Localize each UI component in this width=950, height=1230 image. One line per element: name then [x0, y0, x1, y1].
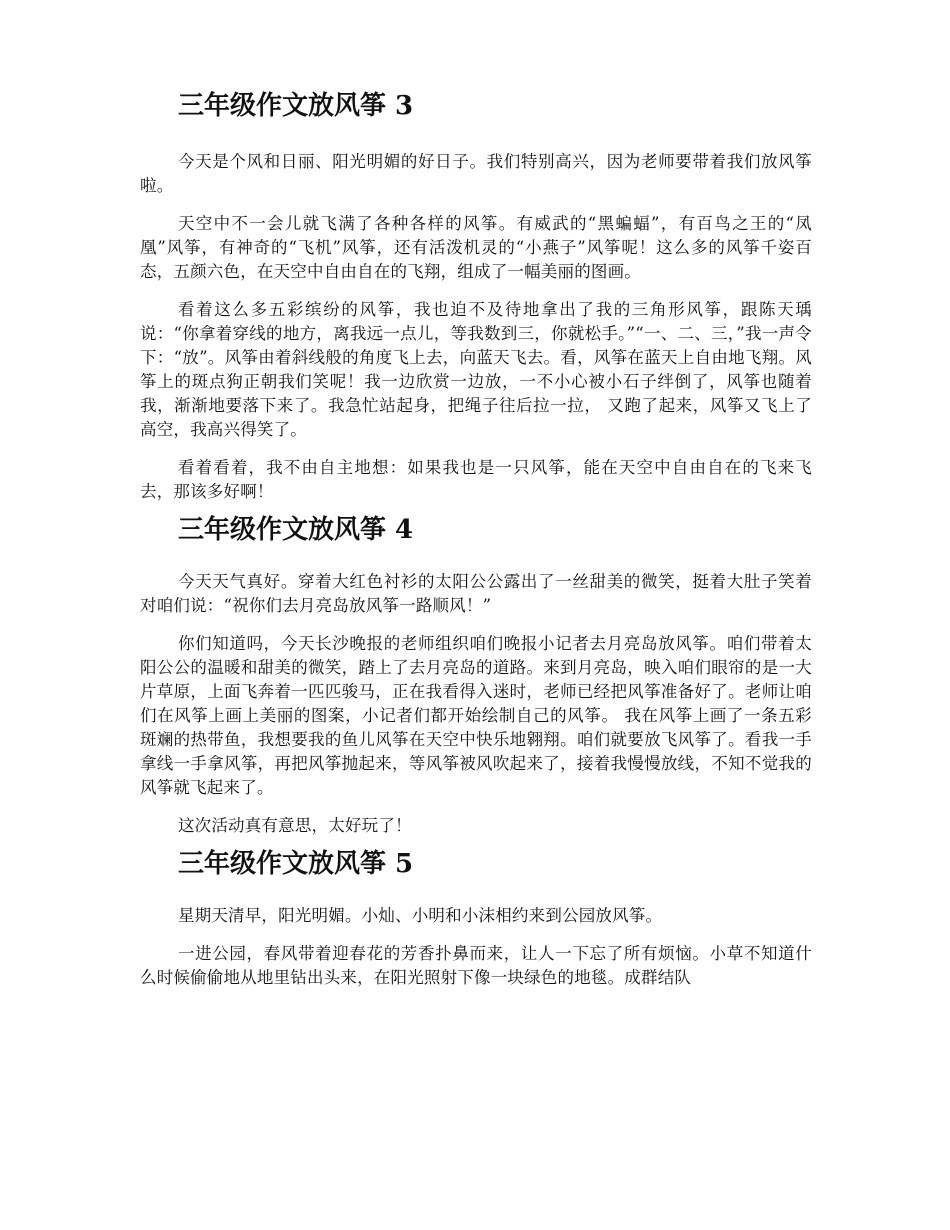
paragraph: 星期天清早，阳光明媚。小灿、小明和小沫相约来到公园放风筝。	[177, 906, 663, 925]
essay-title: 三年级作文放风筝 4	[178, 515, 414, 545]
paragraph: 一进公园，春风带着迎春花的芳香扑鼻而来，让人一下忘了所有烦恼。小草不知道什么时候偷偷地从地里钻出头来，在阳光照射下像一块绿色的地毯。成群结队	[140, 944, 812, 987]
paragraph: 今天是个风和日丽、阳光明媚的好日子。我们特别高兴，因为老师要带着我们放风筝啦。	[140, 152, 812, 195]
paragraph: 这次活动真有意思，太好玩了！	[177, 816, 412, 835]
essay-title: 三年级作文放风筝 3	[178, 91, 414, 121]
paragraph: 你们知道吗，今天长沙晚报的老师组织咱们晚报小记者去月亮岛放风筝。咱们带着太阳公公的温暖和甜美的微笑，踏上了去月亮岛的道路。来到月亮岛，映入咱们眼帘的是一大片草原，上面飞奔着一匹匹骏马，正在我看得入迷时，老师已经把风筝准备好了。老师让咱们在风筝上画上美丽的图案，小记者们都开始绘制自己的风筝。 我在风筝上画了一条五彩斑斓的热带鱼，我想要我的鱼儿风筝在天空中快乐地翱翔。咱们就要放飞风筝了。看我一手拿线一手拿风筝，再把风筝抛起来，等风筝被风吹起来了，接着我慢慢放线，不知不觉我的风筝就飞起来了。	[140, 634, 812, 797]
paragraph: 看着看着，我不由自主地想：如果我也是一只风筝，能在天空中自由自在的飞来飞去，那该多好啊！	[140, 458, 812, 501]
paragraph: 天空中不一会儿就飞满了各种各样的风筝。有威武的“黑蝙蝠”，有百鸟之王的“凤凰”风筝，有神奇的“飞机”风筝，还有活泼机灵的“小燕子”风筝呢！这么多的风筝千姿百态，五颜六色，在天空中自由自在的飞翔，组成了一幅美丽的图画。	[140, 214, 812, 281]
document-body	[140, 86, 812, 990]
paragraph: 今天天气真好。穿着大红色衬衫的太阳公公露出了一丝甜美的微笑，挺着大肚子笑着对咱们说：“祝你们去月亮岛放风筝一路顺风！”	[140, 572, 812, 615]
paragraph: 看着这么多五彩缤纷的风筝，我也迫不及待地拿出了我的三角形风筝，跟陈天瑀说：“你拿着穿线的地方，离我远一点儿，等我数到三，你就松手。”“一、二、三，”我一声令下：“放”。风筝由着斜线般的角度飞上去，向蓝天飞去。看，风筝在蓝天上自由地飞翔。风筝上的斑点狗正朝我们笑呢！我一边欣赏一边放，一不小心被小石子绊倒了，风筝也随着我，渐渐地要落下来了。我急忙站起身，把绳子往后拉一拉， 又跑了起来，风筝又飞上了高空，我高兴得笑了。	[140, 300, 812, 439]
essay-title: 三年级作文放风筝 5	[178, 849, 414, 879]
